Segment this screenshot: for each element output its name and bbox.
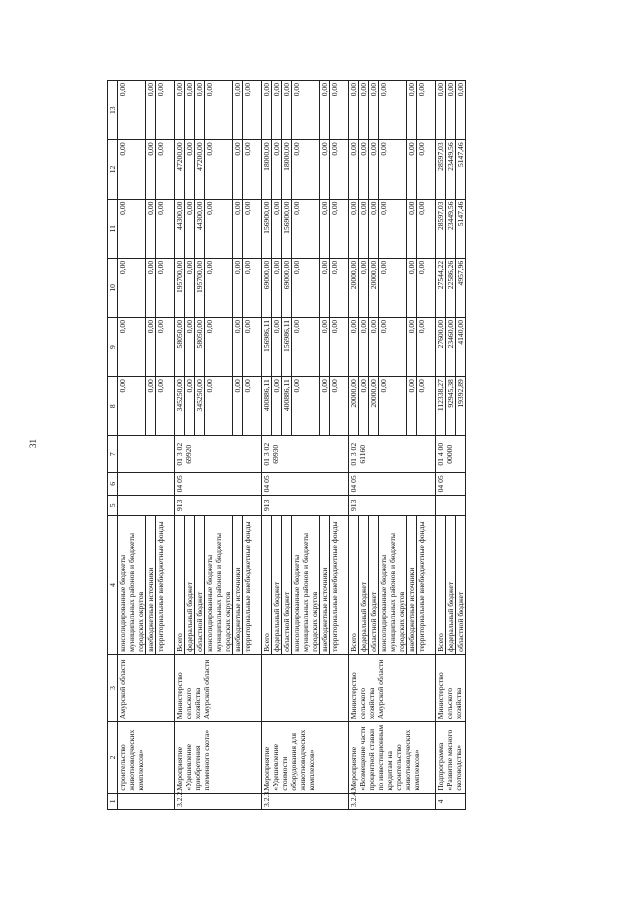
value-column (349, 377, 436, 436)
value-cell: 0,00 (118, 377, 146, 435)
value-cell: 0,00 (292, 140, 320, 198)
executor: Министерство сельского хозяйства Амурской области (175, 654, 262, 721)
value-cell: 0,00 (359, 377, 369, 435)
value-cell: 0,00 (330, 379, 339, 393)
value-cell: 0,00 (292, 200, 320, 258)
value-cell: 0,00 (320, 318, 330, 376)
value-cell: 28597,03 (436, 140, 446, 198)
funding-source-item: консолидированные бюджеты муниципальных районов и бюджеты городских округов (118, 516, 146, 654)
value-cell: 0,00 (369, 318, 379, 376)
funding-source-item: территориальные внебюджетные фонды (156, 521, 165, 652)
funding-source-item: внебюджетные источники (146, 516, 156, 654)
value-cell: 0,00 (156, 260, 165, 275)
value-cell: 0,00 (205, 81, 233, 139)
value-cell: 0,00 (417, 142, 426, 156)
budget-code: 01 3 02 69930 (262, 436, 349, 473)
value-cell: 5147,46 (456, 201, 465, 227)
value-column (118, 81, 175, 140)
value-cell: 0,00 (272, 318, 282, 376)
budget-code (118, 473, 175, 495)
value-cell: 0,00 (233, 377, 243, 435)
page-number: 31 (28, 439, 38, 448)
value-cell: 0,00 (330, 260, 339, 275)
value-cell: 0,00 (349, 318, 359, 376)
funding-source-item: внебюджетные источники (407, 516, 417, 654)
value-cell: 0,00 (272, 377, 282, 435)
value-cell: 0,00 (407, 81, 417, 139)
funding-source-item: Всего (349, 516, 359, 654)
value-column (436, 377, 466, 436)
value-column (349, 140, 436, 199)
budget-code: 913 (175, 495, 262, 515)
value-cell: 0,00 (407, 318, 417, 376)
value-cell: 0,00 (320, 140, 330, 198)
column-header: 2 (108, 722, 118, 793)
value-cell: 0,00 (146, 81, 156, 139)
value-column (436, 258, 466, 317)
value-column (262, 258, 349, 317)
budget-table (107, 80, 466, 810)
funding-sources (175, 515, 262, 654)
value-cell: 0,00 (185, 377, 195, 435)
budget-code: 913 (349, 495, 436, 515)
value-cell: 156900,00 (262, 200, 272, 258)
funding-source-item: Всего (262, 516, 272, 654)
value-cell: 44300,00 (175, 200, 185, 258)
value-cell: 0,00 (407, 259, 417, 317)
value-column (262, 81, 349, 140)
value-cell: 195700,00 (195, 259, 205, 317)
value-cell: 400886,11 (282, 377, 292, 435)
value-cell: 0,00 (185, 318, 195, 376)
budget-code: 04 05 (262, 473, 349, 495)
value-cell: 0,00 (379, 81, 407, 139)
value-cell: 0,00 (379, 140, 407, 198)
value-column (262, 199, 349, 258)
value-cell: 0,00 (243, 83, 252, 97)
value-cell: 18000,00 (282, 140, 292, 198)
value-cell: 0,00 (292, 259, 320, 317)
budget-code: 01 3 02 61160 (349, 436, 436, 473)
value-cell: 0,00 (369, 140, 379, 198)
value-cell: 0,00 (359, 259, 369, 317)
value-cell: 0,00 (436, 81, 446, 139)
funding-source-item: консолидированные бюджеты муниципальных районов и бюджеты городских округов (205, 516, 233, 654)
value-cell: 27600,00 (436, 318, 446, 376)
value-cell: 0,00 (118, 200, 146, 258)
budget-code: 913 (262, 495, 349, 515)
value-cell: 0,00 (330, 142, 339, 156)
value-cell: 0,00 (262, 81, 272, 139)
column-header: 10 (108, 258, 118, 317)
budget-code: 01 4 00 00000 (436, 436, 466, 473)
value-cell: 0,00 (320, 200, 330, 258)
value-cell: 0,00 (349, 140, 359, 198)
value-cell: 0,00 (417, 83, 426, 97)
value-cell: 156986,11 (262, 318, 272, 376)
activity-name: Мероприятие «Возмещение части процентной ставки по инвестиционным кредитам на строительство животноводческих комплексов» (349, 722, 436, 793)
value-cell: 0,00 (146, 318, 156, 376)
funding-source-item: территориальные внебюджетные фонды (330, 521, 339, 652)
value-cell: 0,00 (185, 140, 195, 198)
value-cell: 0,00 (417, 319, 426, 334)
value-cell: 0,00 (243, 201, 252, 215)
funding-source-item: областной бюджет (369, 516, 379, 654)
value-cell: 0,00 (205, 377, 233, 435)
value-cell: 0,00 (233, 140, 243, 198)
value-cell: 0,00 (369, 200, 379, 258)
value-cell: 0,00 (233, 200, 243, 258)
value-cell: 195700,00 (175, 259, 185, 317)
funding-source-item: внебюджетные источники (233, 516, 243, 654)
table-row (436, 81, 466, 810)
value-cell: 0,00 (330, 201, 339, 215)
value-cell: 44300,00 (195, 200, 205, 258)
funding-sources (118, 515, 175, 654)
funding-source-item: консолидированные бюджеты муниципальных районов и бюджеты городских округов (292, 516, 320, 654)
executor: Амурской области (118, 654, 175, 721)
value-cell: 0,00 (233, 259, 243, 317)
value-cell: 47200,00 (175, 140, 185, 198)
table-row (349, 81, 436, 810)
value-cell: 0,00 (417, 201, 426, 215)
row-number: 3.2.2. (175, 793, 262, 809)
activity-name: Подпрограмма «Развитие мясного скотоводства» (436, 722, 466, 793)
value-cell: 0,00 (156, 201, 165, 215)
executor: Министерство сельского хозяйства Амурской области (349, 654, 436, 721)
value-cell: 0,00 (359, 140, 369, 198)
value-cell: 0,00 (379, 259, 407, 317)
value-cell: 0,00 (379, 318, 407, 376)
value-cell: 0,00 (446, 81, 456, 139)
column-header: 9 (108, 317, 118, 376)
value-cell: 0,00 (118, 81, 146, 139)
value-cell: 0,00 (359, 318, 369, 376)
value-column (118, 199, 175, 258)
funding-source-item: консолидированные бюджеты муниципальных районов и бюджеты городских округов (379, 516, 407, 654)
value-cell: 0,00 (359, 200, 369, 258)
funding-sources (262, 515, 349, 654)
value-cell: 0,00 (118, 318, 146, 376)
value-cell: 4957,96 (456, 260, 465, 286)
value-cell: 0,00 (185, 259, 195, 317)
funding-source-item: федеральный бюджет (359, 516, 369, 654)
funding-source-item: Всего (175, 516, 185, 654)
value-column (118, 140, 175, 199)
value-cell: 0,00 (282, 81, 292, 139)
value-column (436, 81, 466, 140)
value-cell: 0,00 (195, 81, 205, 139)
value-column (175, 377, 262, 436)
funding-source-item: территориальные внебюджетные фонды (243, 521, 252, 652)
value-cell: 0,00 (205, 200, 233, 258)
value-cell: 0,00 (407, 377, 417, 435)
funding-source-item: территориальные внебюджетные фонды (417, 521, 426, 652)
row-number: 3.2.4. (349, 793, 436, 809)
value-cell: 0,00 (359, 81, 369, 139)
value-cell: 0,00 (379, 200, 407, 258)
value-column (175, 199, 262, 258)
value-cell: 18000,00 (262, 140, 272, 198)
value-cell: 0,00 (233, 81, 243, 139)
value-cell: 0,00 (272, 81, 282, 139)
value-cell: 0,00 (330, 83, 339, 97)
value-column (436, 140, 466, 199)
value-column (349, 258, 436, 317)
value-cell: 0,00 (205, 318, 233, 376)
table-row (118, 81, 175, 810)
value-cell: 345250,00 (175, 377, 185, 435)
table-row (262, 81, 349, 810)
column-header: 7 (108, 436, 118, 473)
value-cell: 0,00 (369, 81, 379, 139)
value-cell: 0,00 (330, 319, 339, 334)
budget-code: 04 05 (436, 473, 466, 495)
row-number: 3.2.3. (262, 793, 349, 809)
budget-code: 04 05 (175, 473, 262, 495)
value-cell: 0,00 (243, 319, 252, 334)
value-cell: 58050,00 (175, 318, 185, 376)
value-cell: 0,00 (146, 259, 156, 317)
value-cell: 0,00 (205, 140, 233, 198)
activity-name: строительство животноводческих комплексов» (118, 722, 175, 793)
value-cell: 0,00 (243, 260, 252, 275)
funding-source-item: федеральный бюджет (272, 516, 282, 654)
column-header: 13 (108, 81, 118, 140)
value-column (349, 317, 436, 376)
row-number: 4 (436, 793, 466, 809)
column-header: 5 (108, 495, 118, 515)
value-cell: 58050,00 (195, 318, 205, 376)
value-cell: 156986,11 (282, 318, 292, 376)
header-row (108, 81, 118, 810)
value-cell: 0,00 (379, 377, 407, 435)
value-cell: 23449,56 (446, 200, 456, 258)
row-number (118, 793, 175, 809)
budget-code: 01 3 02 69920 (175, 436, 262, 473)
budget-code (118, 495, 175, 515)
value-cell: 0,00 (185, 81, 195, 139)
value-cell: 0,00 (118, 140, 146, 198)
value-cell: 0,00 (146, 140, 156, 198)
value-cell: 19392,89 (456, 379, 465, 408)
column-header: 6 (108, 473, 118, 495)
budget-code (436, 495, 466, 515)
funding-sources (436, 515, 466, 654)
funding-source-item: областной бюджет (195, 516, 205, 654)
activity-name: Мероприятие «Удешевление приобретения племенного скота» (175, 722, 262, 793)
executor (262, 654, 349, 721)
column-header: 4 (108, 515, 118, 654)
budget-table-container (107, 80, 547, 810)
value-cell: 0,00 (233, 318, 243, 376)
value-column (175, 140, 262, 199)
activity-name: Мероприятие «Удешевление стоимости оборудования для животноводческих комплексов» (262, 722, 349, 793)
value-cell: 20000,00 (349, 259, 359, 317)
value-cell: 27544,22 (436, 259, 446, 317)
value-cell: 112338,27 (436, 377, 446, 435)
value-column (118, 258, 175, 317)
value-cell: 20000,00 (369, 377, 379, 435)
value-cell: 0,00 (349, 81, 359, 139)
value-cell: 20000,00 (349, 377, 359, 435)
value-cell: 22586,26 (446, 259, 456, 317)
value-cell: 69000,00 (262, 259, 272, 317)
budget-code (118, 436, 175, 473)
value-cell: 92945,38 (446, 377, 456, 435)
value-cell: 0,00 (146, 200, 156, 258)
value-column (436, 199, 466, 258)
column-header: 8 (108, 377, 118, 436)
value-cell: 0,00 (156, 83, 165, 97)
value-cell: 0,00 (320, 81, 330, 139)
funding-sources (349, 515, 436, 654)
funding-source-item: внебюджетные источники (320, 516, 330, 654)
value-cell: 0,00 (407, 140, 417, 198)
value-cell: 47200,00 (195, 140, 205, 198)
funding-source-item: областной бюджет (456, 591, 465, 652)
column-header: 1 (108, 793, 118, 809)
value-cell: 0,00 (272, 140, 282, 198)
table-body (118, 81, 466, 810)
value-column (349, 81, 436, 140)
value-cell: 0,00 (272, 259, 282, 317)
value-cell: 400886,11 (262, 377, 272, 435)
funding-source-item: федеральный бюджет (185, 516, 195, 654)
value-cell: 20000,00 (369, 259, 379, 317)
funding-source-item: федеральный бюджет (446, 516, 456, 654)
executor: Министерство сельского хозяйства (436, 654, 466, 721)
value-cell: 0,00 (243, 142, 252, 156)
value-column (262, 140, 349, 199)
value-cell: 0,00 (156, 379, 165, 393)
column-header: 12 (108, 140, 118, 199)
table-row (175, 81, 262, 810)
value-cell: 0,00 (146, 377, 156, 435)
value-column (175, 81, 262, 140)
column-header: 11 (108, 199, 118, 258)
value-cell: 0,00 (292, 81, 320, 139)
value-cell: 0,00 (292, 318, 320, 376)
value-cell: 0,00 (456, 83, 465, 97)
value-cell: 0,00 (156, 142, 165, 156)
value-cell: 28597,03 (436, 200, 446, 258)
value-cell: 0,00 (243, 379, 252, 393)
value-cell: 0,00 (175, 81, 185, 139)
value-cell: 0,00 (320, 259, 330, 317)
column-header: 3 (108, 654, 118, 721)
value-cell: 5147,46 (456, 142, 465, 168)
value-column (175, 258, 262, 317)
value-column (262, 317, 349, 376)
value-column (175, 317, 262, 376)
value-cell: 0,00 (320, 377, 330, 435)
value-cell: 23449,56 (446, 140, 456, 198)
value-cell: 0,00 (185, 200, 195, 258)
value-column (118, 377, 175, 436)
value-column (118, 317, 175, 376)
value-column (436, 317, 466, 376)
value-cell: 345250,00 (195, 377, 205, 435)
value-cell: 69000,00 (282, 259, 292, 317)
value-cell: 0,00 (156, 319, 165, 334)
value-cell: 0,00 (292, 377, 320, 435)
value-cell: 0,00 (118, 259, 146, 317)
funding-source-item: Всего (436, 516, 446, 654)
value-cell: 0,00 (417, 379, 426, 393)
value-column (262, 377, 349, 436)
value-cell: 156900,00 (282, 200, 292, 258)
value-column (349, 199, 436, 258)
value-cell: 0,00 (407, 200, 417, 258)
value-cell: 0,00 (205, 259, 233, 317)
value-cell: 4140,00 (456, 319, 465, 345)
value-cell: 0,00 (349, 200, 359, 258)
funding-source-item: областной бюджет (282, 516, 292, 654)
value-cell: 23460,00 (446, 318, 456, 376)
value-cell: 0,00 (417, 260, 426, 275)
value-cell: 0,00 (272, 200, 282, 258)
budget-code: 04 05 (349, 473, 436, 495)
